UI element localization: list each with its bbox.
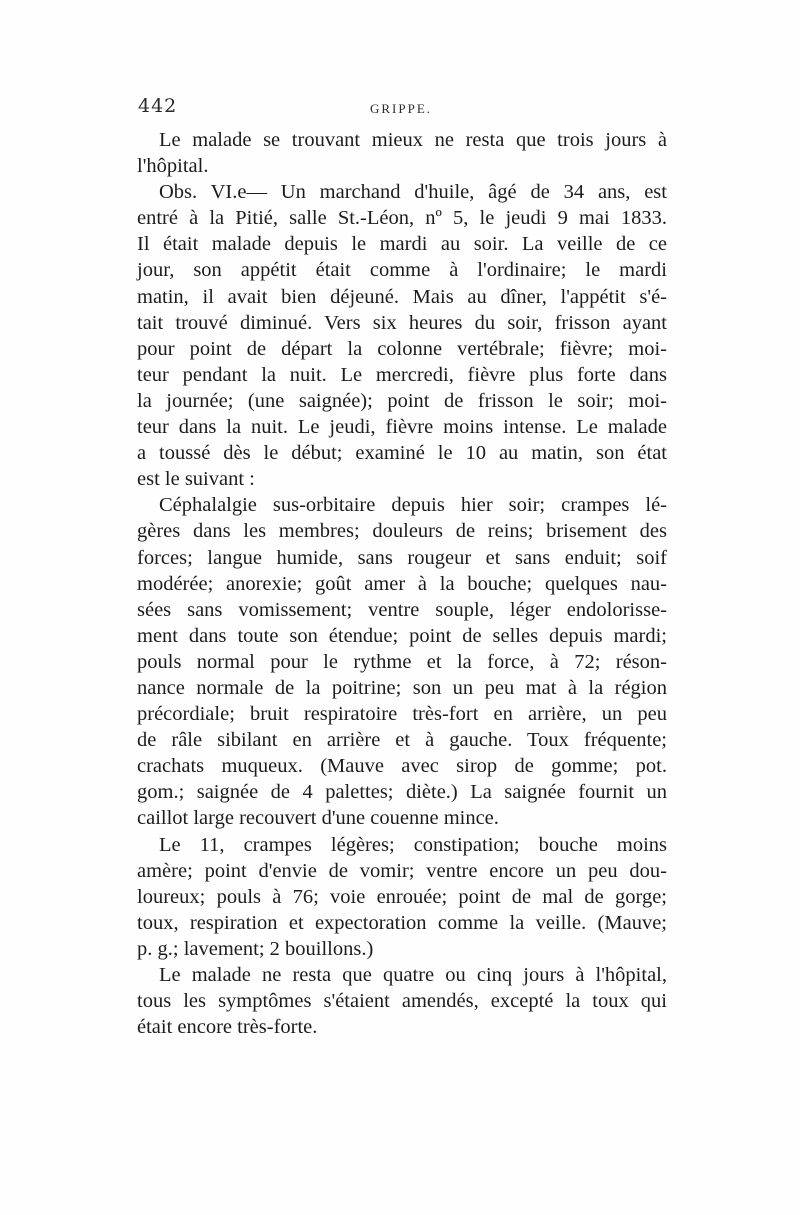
text-line: gères dans les membres; douleurs de reins; brisement des — [137, 520, 667, 543]
page-number: 442 — [138, 95, 178, 117]
running-head: GRIPPE. — [370, 101, 433, 116]
text-line: la journée; (une saignée); point de frisson le soir; moi- — [137, 389, 667, 412]
text-line: p. g.; lavement; 2 bouillons.) — [137, 937, 374, 960]
text-line: a toussé dès le début; examiné le 10 au matin, son état — [137, 442, 667, 465]
text-line: est le suivant : — [137, 468, 255, 491]
text-line: matin, il avait bien déjeuné. Mais au dîner, l'appétit s'é- — [137, 285, 667, 308]
text-line: précordiale; bruit respiratoire très-fort en arrière, un peu — [137, 703, 667, 726]
page-header — [138, 95, 668, 125]
text-line: de râle sibilant en arrière et à gauche. Toux fréquente; — [137, 729, 667, 752]
body-text — [137, 127, 667, 1040]
text-line: teur pendant la nuit. Le mercredi, fièvre plus forte dans — [137, 363, 667, 386]
text-line: ment dans toute son étendue; point de selles depuis mardi; — [137, 624, 667, 647]
text-line: modérée; anorexie; goût amer à la bouche; quelques nau- — [137, 572, 667, 595]
text-line: gom.; saignée de 4 palettes; diète.) La saignée fournit un — [137, 781, 667, 804]
text-line: toux, respiration et expectoration comme la veille. (Mauve; — [137, 911, 667, 934]
text-line: tous les symptômes s'étaient amendés, excepté la toux qui — [137, 990, 667, 1013]
text-line: Le malade ne resta que quatre ou cinq jours à l'hôpital, — [159, 964, 667, 986]
text-line: entré à la Pitié, salle St.-Léon, nº 5, le jeudi 9 mai 1833. — [137, 207, 667, 230]
text-line: amère; point d'envie de vomir; ventre encore un peu dou- — [137, 859, 667, 882]
text-line: pouls normal pour le rythme et la force, à 72; réson- — [137, 650, 667, 673]
text-line: Obs. VI.e— Un marchand d'huile, âgé de 34 ans, est — [159, 181, 667, 204]
text-line: crachats muqueux. (Mauve avec sirop de gomme; pot. — [137, 755, 667, 778]
text-line: sées sans vomissement; ventre souple, léger endolorisse- — [137, 598, 667, 621]
text-line: Céphalalgie sus-orbitaire depuis hier soir; crampes lé- — [159, 494, 667, 517]
text-line: Il était malade depuis le mardi au soir. La veille de ce — [137, 233, 667, 256]
text-line: caillot large recouvert d'une couenne mince. — [137, 807, 499, 830]
text-line: teur dans la nuit. Le jeudi, fièvre moins intense. Le malade — [137, 416, 667, 439]
text-line: tait trouvé diminué. Vers six heures du soir, frisson ayant — [137, 311, 667, 334]
text-line: nance normale de la poitrine; son un peu mat à la région — [137, 676, 667, 699]
text-line: pour point de départ la colonne vertébrale; fièvre; moi- — [137, 337, 667, 360]
text-line: jour, son appétit était comme à l'ordinaire; le mardi — [137, 259, 667, 282]
text-line: Le 11, crampes légères; constipation; bouche moins — [159, 833, 667, 856]
text-line: loureux; pouls à 76; voie enrouée; point de mal de gorge; — [137, 885, 667, 908]
text-line: forces; langue humide, sans rougeur et sans enduit; soif — [137, 546, 667, 569]
text-line: était encore très-forte. — [137, 1016, 318, 1039]
text-line: Le malade se trouvant mieux ne resta que trois jours à — [159, 129, 667, 151]
text-line: l'hôpital. — [137, 155, 209, 178]
